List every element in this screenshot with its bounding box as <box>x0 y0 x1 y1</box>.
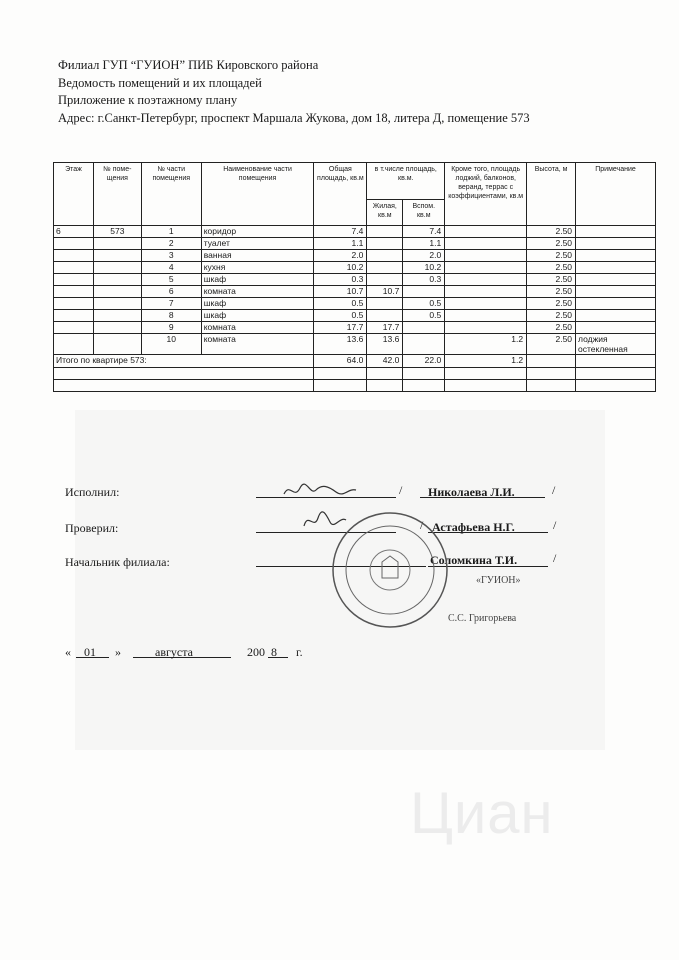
cell-room <box>93 250 141 262</box>
cell-total: 7.4 <box>314 226 367 238</box>
cell-height: 2.50 <box>527 322 576 334</box>
header-note: Примечание <box>576 163 656 226</box>
cell-height: 2.50 <box>527 226 576 238</box>
cell-extra <box>445 322 527 334</box>
cell-note: лоджия остекленная <box>576 334 656 355</box>
cell-room <box>93 262 141 274</box>
cell-living: 13.6 <box>367 334 403 355</box>
cell-living <box>367 238 403 250</box>
cell-extra <box>445 262 527 274</box>
cell-name: шкаф <box>201 298 314 310</box>
slash: / <box>420 518 424 532</box>
cell-aux: 0.3 <box>403 274 445 286</box>
cell-room <box>93 274 141 286</box>
round-stamp <box>330 510 450 630</box>
stamp-org: «ГУИОН» <box>476 575 521 586</box>
total-height <box>527 355 576 368</box>
date-month-line <box>133 657 231 658</box>
cell-part: 10 <box>141 334 201 355</box>
cell-extra <box>445 226 527 238</box>
total-label: Итого по квартире 573: <box>54 355 314 368</box>
cell-note <box>576 298 656 310</box>
cell-living <box>367 310 403 322</box>
cell-height: 2.50 <box>527 262 576 274</box>
rooms-table-body <box>54 226 656 355</box>
cell-living <box>367 250 403 262</box>
table-row <box>54 238 656 250</box>
header-appendix: Приложение к поэтажному плану <box>58 93 238 107</box>
total-aux: 22.0 <box>403 355 445 368</box>
cell-part: 3 <box>141 250 201 262</box>
cell-living <box>367 262 403 274</box>
cell-total: 10.7 <box>314 286 367 298</box>
cell-aux: 1.1 <box>403 238 445 250</box>
cell-note <box>576 322 656 334</box>
date-day-line <box>76 657 109 658</box>
cell-aux: 7.4 <box>403 226 445 238</box>
cell-name: коридор <box>201 226 314 238</box>
header-including: в т.числе площадь, кв.м. <box>367 163 445 200</box>
slash: / <box>553 518 557 532</box>
document-header <box>58 57 530 127</box>
date-year-prefix: 200 <box>247 645 265 659</box>
watermark: Циан <box>410 781 554 846</box>
cell-name: кухня <box>201 262 314 274</box>
date-day: 01 <box>84 645 96 659</box>
header-living: Жилая, кв.м <box>367 199 403 225</box>
cell-room <box>93 322 141 334</box>
cell-room <box>93 286 141 298</box>
cell-total: 2.0 <box>314 250 367 262</box>
checker-label: Проверил: <box>65 521 119 535</box>
cell-part: 6 <box>141 286 201 298</box>
cell-extra <box>445 298 527 310</box>
cell-aux: 10.2 <box>403 262 445 274</box>
cell-part: 8 <box>141 310 201 322</box>
total-note <box>576 355 656 368</box>
cell-room: 573 <box>93 226 141 238</box>
executor-name: Николаева Л.И. <box>428 485 515 499</box>
header-extra-area: Кроме того, площадь лоджий, балконов, веранд, террас с коэффициентами, кв.м <box>445 163 527 226</box>
cell-name: комната <box>201 334 314 355</box>
cell-floor <box>54 298 94 310</box>
header-aux: Вспом. кв.м <box>403 199 445 225</box>
table-row <box>54 310 656 322</box>
cell-extra <box>445 310 527 322</box>
table-row <box>54 322 656 334</box>
date-year-line <box>268 657 288 658</box>
cell-total: 0.3 <box>314 274 367 286</box>
cell-note <box>576 310 656 322</box>
date-open-quote: « <box>65 645 71 659</box>
cell-extra <box>445 250 527 262</box>
cell-height: 2.50 <box>527 334 576 355</box>
cell-name: ванная <box>201 250 314 262</box>
cell-note <box>576 238 656 250</box>
cell-living <box>367 274 403 286</box>
cell-name: шкаф <box>201 310 314 322</box>
cell-part: 5 <box>141 274 201 286</box>
cell-name: комната <box>201 322 314 334</box>
cell-height: 2.50 <box>527 274 576 286</box>
cell-total: 17.7 <box>314 322 367 334</box>
cell-floor <box>54 262 94 274</box>
empty-row <box>54 380 656 392</box>
cell-aux <box>403 334 445 355</box>
total-extra: 1.2 <box>445 355 527 368</box>
cell-living: 17.7 <box>367 322 403 334</box>
cell-aux: 0.5 <box>403 298 445 310</box>
cell-floor <box>54 238 94 250</box>
cell-floor <box>54 322 94 334</box>
header-part-name: Наименование части помещения <box>201 163 314 226</box>
cell-total: 0.5 <box>314 298 367 310</box>
header-room-no: № поме-щения <box>93 163 141 226</box>
cell-room <box>93 298 141 310</box>
table-row <box>54 226 656 238</box>
date-year-suffix: 8 <box>271 645 277 659</box>
cell-floor <box>54 286 94 298</box>
cell-note <box>576 262 656 274</box>
cell-total: 1.1 <box>314 238 367 250</box>
cell-living: 10.7 <box>367 286 403 298</box>
table-row <box>54 298 656 310</box>
empty-row <box>54 368 656 380</box>
cell-part: 1 <box>141 226 201 238</box>
slash: / <box>399 483 403 497</box>
header-branch: Филиал ГУП “ГУИОН” ПИБ Кировского района <box>58 58 319 72</box>
cell-height: 2.50 <box>527 298 576 310</box>
slash: / <box>552 483 556 497</box>
cell-extra <box>445 274 527 286</box>
cell-part: 2 <box>141 238 201 250</box>
head-label: Начальник филиала: <box>65 555 170 569</box>
total-living: 42.0 <box>367 355 403 368</box>
cell-part: 4 <box>141 262 201 274</box>
cell-extra <box>445 238 527 250</box>
total-area: 64.0 <box>314 355 367 368</box>
header-title: Ведомость помещений и их площадей <box>58 75 262 90</box>
head-name: Соломкина Т.И. <box>430 553 518 567</box>
cell-aux <box>403 322 445 334</box>
table-row <box>54 286 656 298</box>
cell-living <box>367 226 403 238</box>
cell-aux: 2.0 <box>403 250 445 262</box>
cell-floor <box>54 274 94 286</box>
cell-note <box>576 274 656 286</box>
cell-total: 0.5 <box>314 310 367 322</box>
cell-part: 7 <box>141 298 201 310</box>
table-row <box>54 274 656 286</box>
cell-part: 9 <box>141 322 201 334</box>
executor-label: Исполнил: <box>65 485 120 499</box>
slash: / <box>553 551 557 565</box>
header-height: Высота, м <box>527 163 576 226</box>
executor-name-line <box>420 497 545 498</box>
rooms-table <box>53 162 656 392</box>
cell-extra: 1.2 <box>445 334 527 355</box>
cell-room <box>93 238 141 250</box>
cell-note <box>576 250 656 262</box>
total-row <box>54 355 656 368</box>
date-close-quote: » <box>115 645 121 659</box>
date-year-unit: г. <box>296 645 303 659</box>
cell-height: 2.50 <box>527 238 576 250</box>
cell-floor <box>54 334 94 355</box>
table-row <box>54 334 656 355</box>
cell-total: 10.2 <box>314 262 367 274</box>
table-row <box>54 262 656 274</box>
stamp-signer: С.С. Григорьева <box>448 613 517 624</box>
cell-height: 2.50 <box>527 250 576 262</box>
cell-floor <box>54 310 94 322</box>
cell-room <box>93 334 141 355</box>
cell-aux <box>403 286 445 298</box>
cell-height: 2.50 <box>527 310 576 322</box>
header-address: Адрес: г.Санкт-Петербург, проспект Маршала Жукова, дом 18, литера Д, помещение 573 <box>58 110 530 125</box>
executor-signature <box>280 480 360 502</box>
cell-name: комната <box>201 286 314 298</box>
header-part-no: № части помещения <box>141 163 201 226</box>
checker-name: Астафьева Н.Г. <box>432 520 515 534</box>
cell-name: туалет <box>201 238 314 250</box>
cell-floor: 6 <box>54 226 94 238</box>
cell-extra <box>445 286 527 298</box>
table-row <box>54 250 656 262</box>
cell-note <box>576 226 656 238</box>
cell-aux: 0.5 <box>403 310 445 322</box>
date-month: августа <box>155 645 193 659</box>
cell-name: шкаф <box>201 274 314 286</box>
header-floor: Этаж <box>54 163 94 226</box>
cell-floor <box>54 250 94 262</box>
cell-total: 13.6 <box>314 334 367 355</box>
cell-note <box>576 286 656 298</box>
cell-room <box>93 310 141 322</box>
cell-height: 2.50 <box>527 286 576 298</box>
cell-living <box>367 298 403 310</box>
header-total-area: Общая площадь, кв.м <box>314 163 367 226</box>
